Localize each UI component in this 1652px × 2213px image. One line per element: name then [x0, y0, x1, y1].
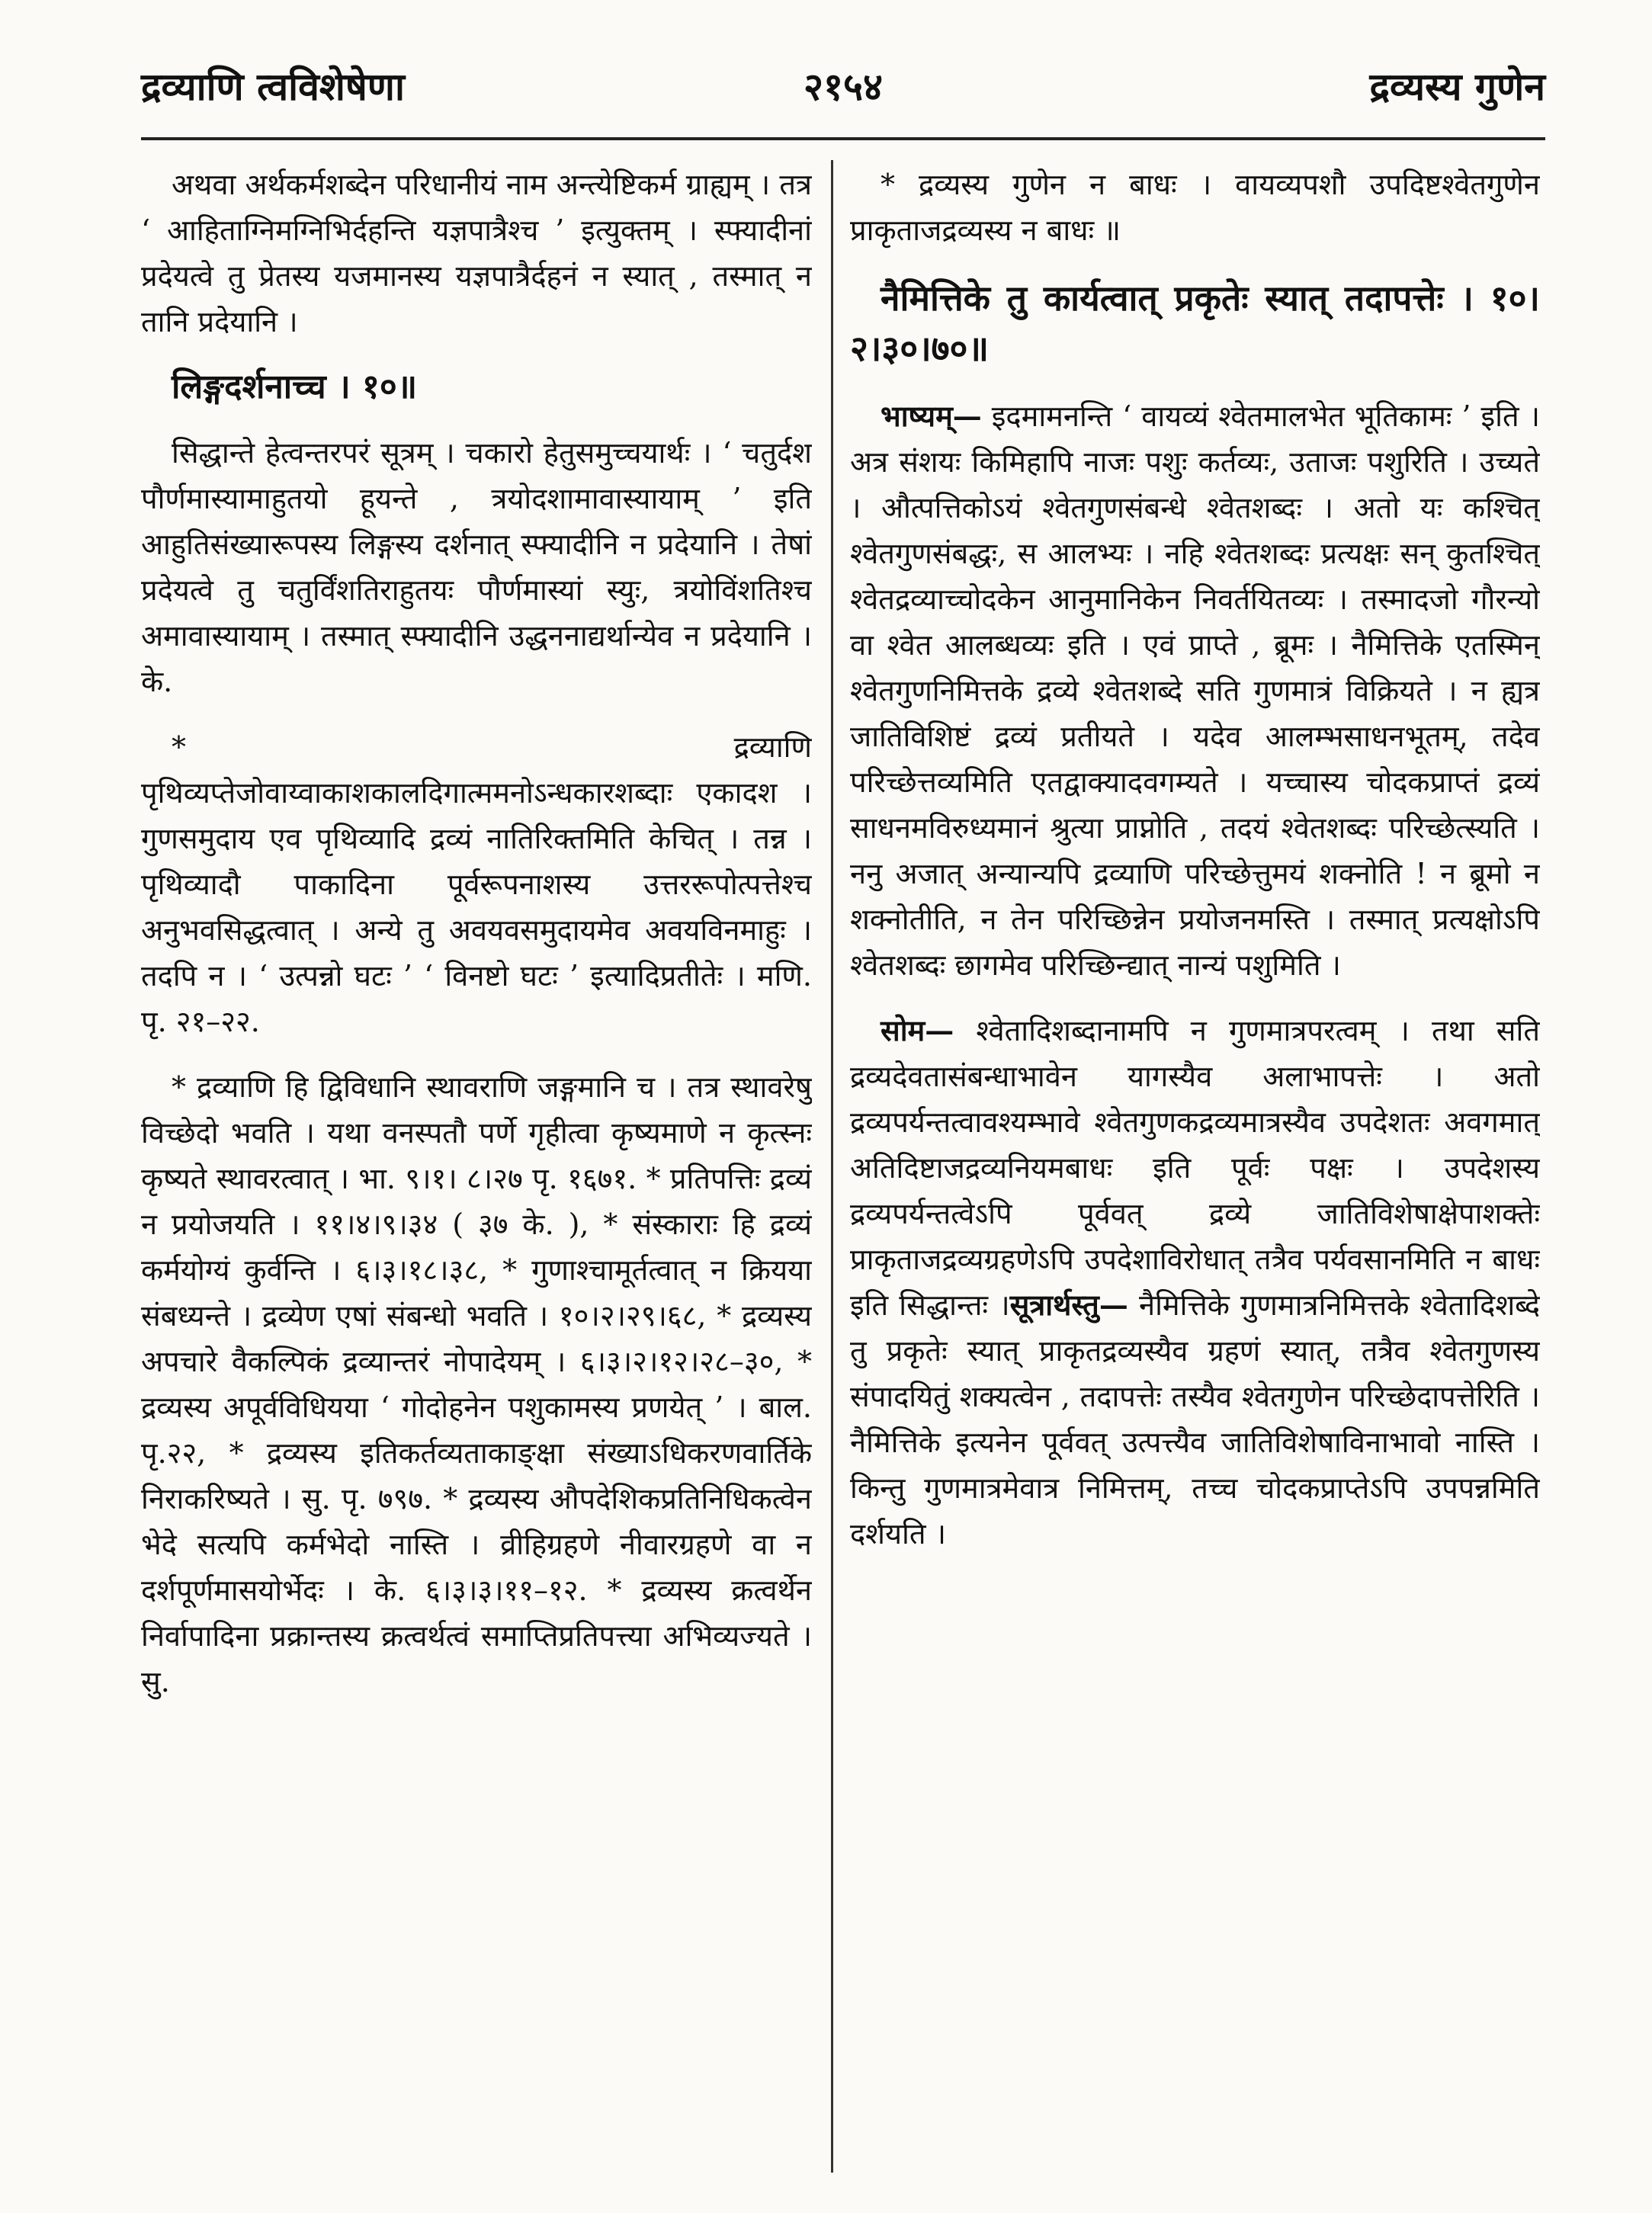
page-number: २१५४ — [804, 64, 883, 109]
header-right-title: द्रव्यस्य गुणेन — [1369, 64, 1545, 109]
soma-label: सोम— — [881, 1013, 954, 1047]
bhashya-label: भाष्यम्— — [881, 399, 982, 433]
right-column — [850, 162, 1540, 2159]
left-column — [141, 162, 812, 2159]
sutra-heading: लिङ्गदर्शनाच्च । १०॥ — [172, 367, 418, 406]
left-paragraph-3: * द्रव्याणि पृथिव्यप्तेजोवाय्वाकाशकालदिगात्ममनोऽन्धकारशब्दाः एकादश । गुणसमुदाय एव पृथिव्यादि द्रव्यं नातिरिक्तमिति केचित् । तन्न । पृथिव्यादौ पाकादिना पूर्वरूपनाशस्य उत्तररूपोत्पत्तेश्च अनुभवसिद्धत्वात् । अन्ये तु अवयवसमुदायमेव अवयविनमाहुः । तदपि न । ‘ उत्पन्नो घटः ’ ‘ विनष्टो घटः ’ इत्यादिप्रतीतेः । मणि. पृ. २१–२२. — [141, 730, 812, 1038]
sutra-text: नैमित्तिके तु कार्यत्वात् प्रकृतेः स्यात् तदापत्तेः । १०।२।३०।७०॥ — [850, 277, 1540, 369]
bhashya-text: इदमामनन्ति ‘ वायव्यं श्वेतमालभेत भूतिकामः ’ इति । अत्र संशयः किमिहापि नाजः पशुः कर्तव्यः, उताजः पशुरिति । उच्यते । औत्पत्तिकोऽयं श्वेतगुणसंबन्धे श्वेतशब्दः । अतो यः कश्चित् श्वेतगुणसंबद्धः, स आलभ्यः । नहि श्वेतशब्दः प्रत्यक्षः सन् कुतश्चित् श्वेतद्रव्याच्चोदकेन आनुमानिकेन निवर्तयितव्यः । तस्मादजो गौरन्यो वा श्वेत आलब्धव्यः इति । एवं प्राप्ते , ब्रूमः । नैमित्तिके एतस्मिन् श्वेतगुणनिमित्तके द्रव्ये श्वेतशब्दे सति गुणमात्रं विक्रियते । न ह्यत्र जातिविशिष्टं द्रव्यं प्रतीयते । यदेव आलम्भसाधनभूतम्, तदेव परिच्छेत्तव्यमिति एतद्वाक्यादवगम्यते । यच्चास्य चोदकप्राप्तं द्रव्यं साधनमविरुध्यमानं श्रुत्या प्राप्नोति , तदयं श्वेतशब्दः परिच्छेत्स्यति । ननु अजात् अन्यान्यपि द्रव्याणि परिच्छेत्तुमयं शक्नोति ! न ब्रूमो न शक्नोतीति, न तेन परिच्छिन्नेन प्रयोजनमस्ति । तस्मात् प्रत्यक्षोऽपि श्वेतशब्दः छागमेव परिच्छिन्द्यात् नान्यं पशुमिति । — [850, 399, 1540, 982]
sutrartha-text: नैमित्तिके गुणमात्रनिमित्तके श्वेतादिशब्दे तु प्रकृतेः स्यात् प्राकृतद्रव्यस्यैव ग्रहणं स्यात्, तत्रैव श्वेतगुणस्य संपादयितुं शक्यत्वेन , तदापत्तेः तस्यैव श्वेतगुणेन परिच्छेदापत्तेरिति । नैमित्तिके इत्यनेन पूर्ववत् उत्पत्त्यैव जातिविशेषाविनाभावो नास्ति । किन्तु गुणमात्रमेवात्र निमित्तम्, तच्च चोदकप्राप्तेऽपि उपपन्नमिति दर्शयति । — [850, 1288, 1540, 1551]
left-paragraph-4: * द्रव्याणि हि द्विविधानि स्थावराणि जङ्गमानि च । तत्र स्थावरेषु विच्छेदो भवति । यथा वनस्पतौ पर्णे गृहीत्वा कृष्यमाणे न कृत्स्नः कृष्यते स्थावरत्वात् । भा. ९।१। ८।२७ पृ. १६७१. * प्रतिपत्तिः द्रव्यं न प्रयोजयति । ११।४।९।३४ ( ३७ के. ), * संस्काराः हि द्रव्यं कर्मयोग्यं कुर्वन्ति । ६।३।१८।३८, * गुणाश्चामूर्तत्वात् न क्रियया संबध्यन्ते । द्रव्येण एषां संबन्धो भवति । १०।२।२९।६८, * द्रव्यस्य अपचारे वैकल्पिकं द्रव्यान्तरं नोपादेयम् । ६।३।२।१२।२८–३०, * द्रव्यस्य अपूर्वविधियया ‘ गोदोहनेन पशुकामस्य प्रणयेत् ’ । बाल. पृ.२२, * द्रव्यस्य इतिकर्तव्यताकाङ्क्षा संख्याऽधिकरणवार्तिके निराकरिष्यते । सु. पृ. ७९७. * द्रव्यस्य औपदेशिकप्रतिनिधिकत्वेन भेदे सत्यपि कर्मभेदो नास्ति । व्रीहिग्रहणे नीवारग्रहणे वा न दर्शपूर्णमासयोर्भेदः । के. ६।३।३।११–१२. * द्रव्यस्य क्रत्वर्थेन निर्वापादिना प्रक्रान्तस्य क्रत्वर्थत्वं समाप्तिप्रतिपत्त्या अभिव्यज्यते । सु. — [141, 1070, 812, 1698]
column-divider — [831, 160, 833, 2173]
soma-text: श्वेतादिशब्दानामपि न गुणमात्रपरत्वम् । तथा सति द्रव्यदेवतासंबन्धाभावेन यागस्यैव अलाभापत्तेः । अतो द्रव्यपर्यन्तत्वावश्यम्भावे श्वेतगुणकद्रव्यमात्रस्यैव उपदेशतः अवगमात् अतिदिष्टाजद्रव्यनियमबाधः इति पूर्वः पक्षः । उपदेशस्य द्रव्यपर्यन्तत्वेऽपि पूर्ववत् द्रव्ये जातिविशेषाक्षेपाशक्तेः प्राकृताजद्रव्यग्रहणेऽपि उपदेशाविरोधात् तत्रैव पर्यवसानमिति न बाधः इति सिद्धान्तः । — [850, 1014, 1540, 1322]
sutrartha-label: सूत्रार्थस्तु— — [1009, 1288, 1128, 1322]
right-paragraph-1: * द्रव्यस्य गुणेन न बाधः । वायव्यपशौ उपदिष्टश्वेतगुणेन प्राकृताजद्रव्यस्य न बाधः ॥ — [850, 168, 1540, 247]
header-left-title: द्रव्याणि त्वविशेषेणा — [141, 64, 405, 109]
running-header — [141, 46, 1545, 140]
soma-paragraph — [850, 1008, 1540, 1557]
left-paragraph-2: सिद्धान्ते हेत्वन्तरपरं सूत्रम् । चकारो हेतुसमुच्चयार्थः । ‘ चतुर्दश पौर्णमास्यामाहुतयो हूयन्ते , त्रयोदशामावास्यायाम् ’ इति आहुतिसंख्यारूपस्य लिङ्गस्य दर्शनात् स्फ्यादीनि न प्रदेयानि । तेषां प्रदेयत्वे तु चतुर्विंशतिराहुतयः पौर्णमास्यां स्युः, त्रयोविंशतिश्च अमावास्यायाम् । तस्मात् स्फ्यादीनि उद्धननाद्यर्थान्येव न प्रदेयानि । के. — [141, 436, 812, 698]
bhashya-paragraph — [850, 393, 1540, 988]
left-paragraph-1: अथवा अर्थकर्मशब्देन परिधानीयं नाम अन्त्येष्टिकर्म ग्राह्यम् । तत्र ‘ आहिताग्निमग्निभिर्दहन्ति यज्ञपात्रैश्च ’ इत्युक्तम् । स्फ्यादीनां प्रदेयत्वे तु प्रेतस्य यजमानस्य यज्ञपात्रैर्दहनं न स्यात् , तस्मात् न तानि प्रदेयानि । — [141, 168, 812, 338]
